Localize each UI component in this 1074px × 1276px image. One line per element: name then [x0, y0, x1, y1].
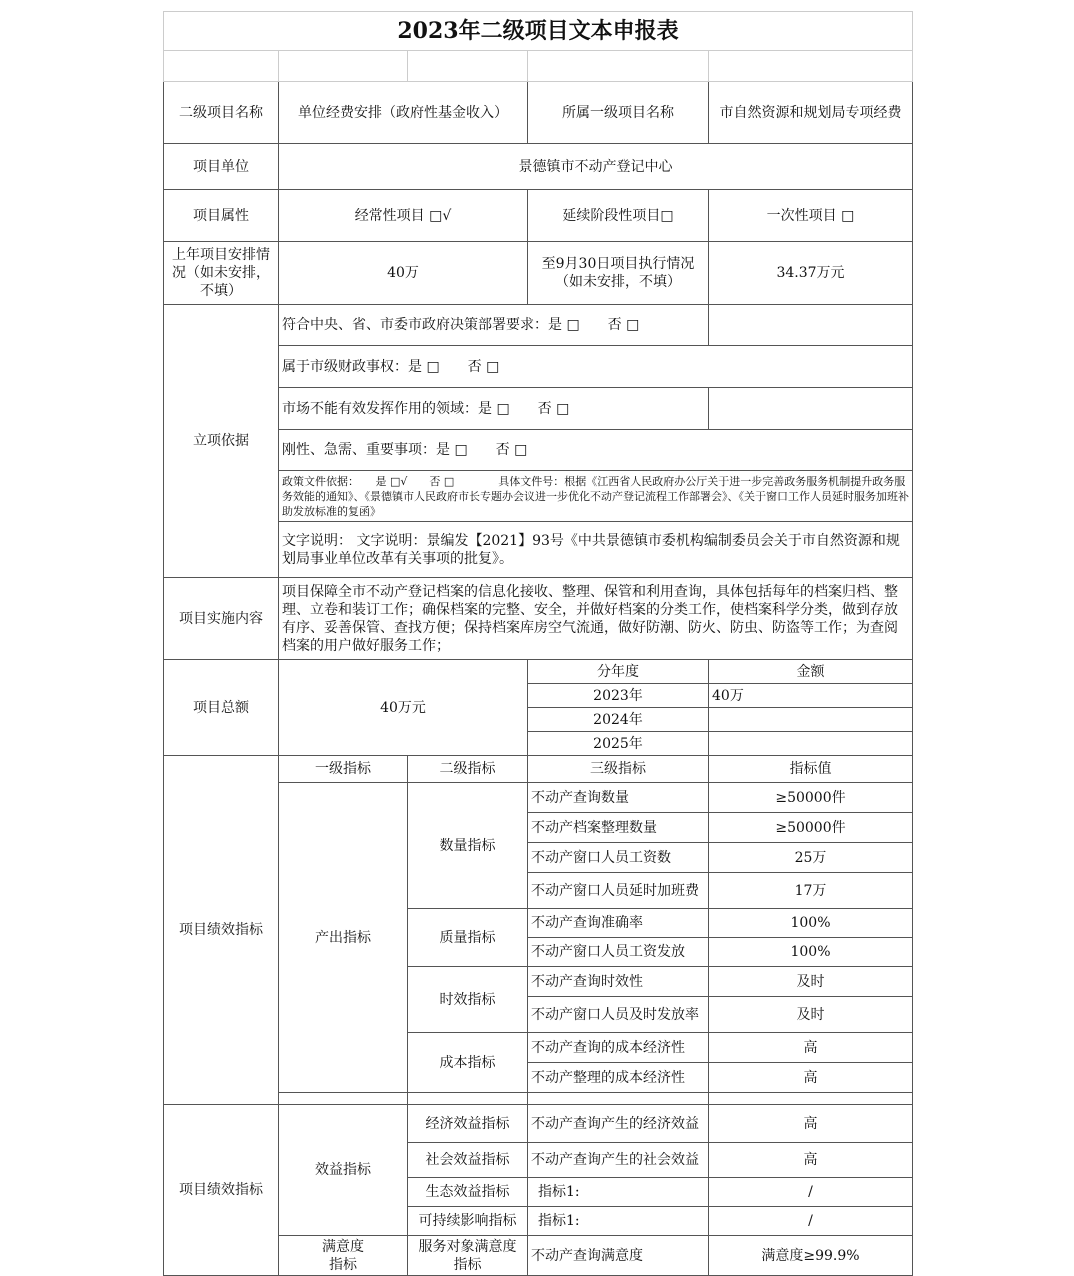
total-value: 40万元	[279, 660, 528, 756]
exec-label-main: 至9月30日项目执行情况	[541, 256, 695, 272]
content-value: 项目保障全市不动产登记档案的信息化接收、整理、保管和利用查询，具体包括每年的档案归档、整理、立卷和装订工作；确保档案的完整、安全，并做好档案的分类工作，使档案科学分类，做到存放有序、妥善保管、查找方便；保持档案库房空气流通，做好防潮、防火、防虫、防盗等工作；为查阅档案的用户做好服务工作；	[279, 578, 913, 660]
social-indicator: 社会效益指标	[408, 1143, 528, 1178]
indicator-value: /	[709, 1207, 913, 1236]
indicator-value: 及时	[709, 997, 913, 1033]
basis-line-3: 市场不能有效发挥作用的领域：是 □ 否 □	[279, 388, 709, 430]
perf-label: 项目绩效指标	[164, 756, 279, 1105]
blank-cell	[709, 1093, 913, 1105]
attr-regular: 经常性项目 □√	[279, 190, 528, 242]
basis-line-1: 符合中央、省、市委市政府决策部署要求：是 □ 否 □	[279, 305, 709, 346]
project-name-value: 单位经费安排（政府性基金收入）	[279, 82, 528, 144]
eco-indicator: 生态效益指标	[408, 1178, 528, 1207]
perf-header-2: 二级指标	[408, 756, 528, 783]
perf-header-3: 三级指标	[528, 756, 709, 783]
blank-cell	[709, 51, 913, 82]
unit-value: 景德镇市不动产登记中心	[279, 144, 913, 190]
parent-name-label: 所属一级项目名称	[528, 82, 709, 144]
indicator-value: 100%	[709, 909, 913, 938]
budget-year: 2024年	[528, 708, 709, 732]
indicator-name: 不动产查询产生的经济效益	[528, 1105, 709, 1143]
indicator-name: 指标1:	[528, 1178, 709, 1207]
blank-cell	[279, 1093, 408, 1105]
basis-line-4: 刚性、急需、重要事项：是 □ 否 □	[279, 430, 913, 471]
indicator-name: 不动产档案整理数量	[528, 813, 709, 843]
indicator-value: 及时	[709, 967, 913, 997]
blank-cell	[408, 1093, 528, 1105]
indicator-value: 高	[709, 1033, 913, 1063]
perf-header-4: 指标值	[709, 756, 913, 783]
text-note: 文字说明： 文字说明：景编发【2021】93号《中共景德镇市委机构编制委员会关于市自然资源和规划局事业单位改革有关事项的批复》。	[279, 522, 913, 578]
service-satisfaction-indicator: 服务对象满意度指标	[408, 1236, 528, 1276]
cost-indicator: 成本指标	[408, 1033, 528, 1093]
indicator-name: 不动产查询的成本经济性	[528, 1033, 709, 1063]
indicator-value: ≥50000件	[709, 783, 913, 813]
blank-cell	[279, 51, 408, 82]
benefit-indicator: 效益指标	[279, 1105, 408, 1236]
quantity-indicator: 数量指标	[408, 783, 528, 909]
content-label: 项目实施内容	[164, 578, 279, 660]
indicator-name: 不动产查询产生的社会效益	[528, 1143, 709, 1178]
indicator-name: 不动产查询准确率	[528, 909, 709, 938]
indicator-value: 高	[709, 1063, 913, 1093]
budget-header-amount: 金额	[709, 660, 913, 684]
attribute-label: 项目属性	[164, 190, 279, 242]
blank-cell	[528, 51, 709, 82]
basis-line-2: 属于市级财政事权：是 □ 否 □	[279, 346, 913, 388]
indicator-value: 高	[709, 1143, 913, 1178]
exec-value: 34.37万元	[709, 242, 913, 305]
blank-cell	[709, 305, 913, 346]
total-label: 项目总额	[164, 660, 279, 756]
last-year-value: 40万	[279, 242, 528, 305]
application-form-table	[163, 11, 913, 1276]
attr-continue: 延续阶段性项目□	[528, 190, 709, 242]
indicator-name: 不动产整理的成本经济性	[528, 1063, 709, 1093]
budget-header-year: 分年度	[528, 660, 709, 684]
blank-cell	[408, 51, 528, 82]
basis-label: 立项依据	[164, 305, 279, 578]
output-indicator: 产出指标	[279, 783, 408, 1093]
sustain-indicator: 可持续影响指标	[408, 1207, 528, 1236]
policy-basis: 政策文件依据： 是 □√ 否 □ 具体文件号：根据《江西省人民政府办公厅关于进一步完善政务服务机制提升政务服务效能的通知》、《景德镇市人民政府市长专题办会议进一步优化不动产登记流程工作部署会》、《关于窗口工作人员延时服务加班补助发放标准的复函》	[279, 471, 913, 522]
indicator-value: 100%	[709, 938, 913, 967]
exec-label	[528, 242, 709, 305]
indicator-value: 满意度≥99.9%	[709, 1236, 913, 1276]
indicator-name: 不动产窗口人员工资发放	[528, 938, 709, 967]
budget-amount	[709, 732, 913, 756]
indicator-name: 不动产窗口人员工资数	[528, 843, 709, 873]
indicator-name: 不动产查询时效性	[528, 967, 709, 997]
indicator-name: 不动产窗口人员延时加班费	[528, 873, 709, 909]
attr-once: 一次性项目 □	[709, 190, 913, 242]
indicator-name: 不动产查询数量	[528, 783, 709, 813]
indicator-name: 指标1:	[528, 1207, 709, 1236]
unit-label: 项目单位	[164, 144, 279, 190]
budget-amount	[709, 708, 913, 732]
indicator-value: 17万	[709, 873, 913, 909]
indicator-value: 25万	[709, 843, 913, 873]
blank-cell	[164, 51, 279, 82]
last-year-label: 上年项目安排情况（如未安排，不填）	[164, 242, 279, 305]
exec-label-sub: （如未安排，不填）	[555, 274, 681, 290]
timeliness-indicator: 时效指标	[408, 967, 528, 1033]
budget-year: 2025年	[528, 732, 709, 756]
indicator-value: 高	[709, 1105, 913, 1143]
indicator-value: ≥50000件	[709, 813, 913, 843]
blank-cell	[528, 1093, 709, 1105]
blank-cell	[709, 388, 913, 430]
budget-year: 2023年	[528, 684, 709, 708]
perf-header-1: 一级指标	[279, 756, 408, 783]
indicator-name: 不动产查询满意度	[528, 1236, 709, 1276]
indicator-value: /	[709, 1178, 913, 1207]
quality-indicator: 质量指标	[408, 909, 528, 967]
economic-indicator: 经济效益指标	[408, 1105, 528, 1143]
indicator-name: 不动产窗口人员及时发放率	[528, 997, 709, 1033]
satisfaction-indicator: 满意度指标	[279, 1236, 408, 1276]
budget-amount: 40万	[709, 684, 913, 708]
parent-name-value: 市自然资源和规划局专项经费	[709, 82, 913, 144]
project-name-label: 二级项目名称	[164, 82, 279, 144]
perf-label-2: 项目绩效指标	[164, 1105, 279, 1276]
form-title: 2023年二级项目文本申报表	[164, 12, 913, 51]
